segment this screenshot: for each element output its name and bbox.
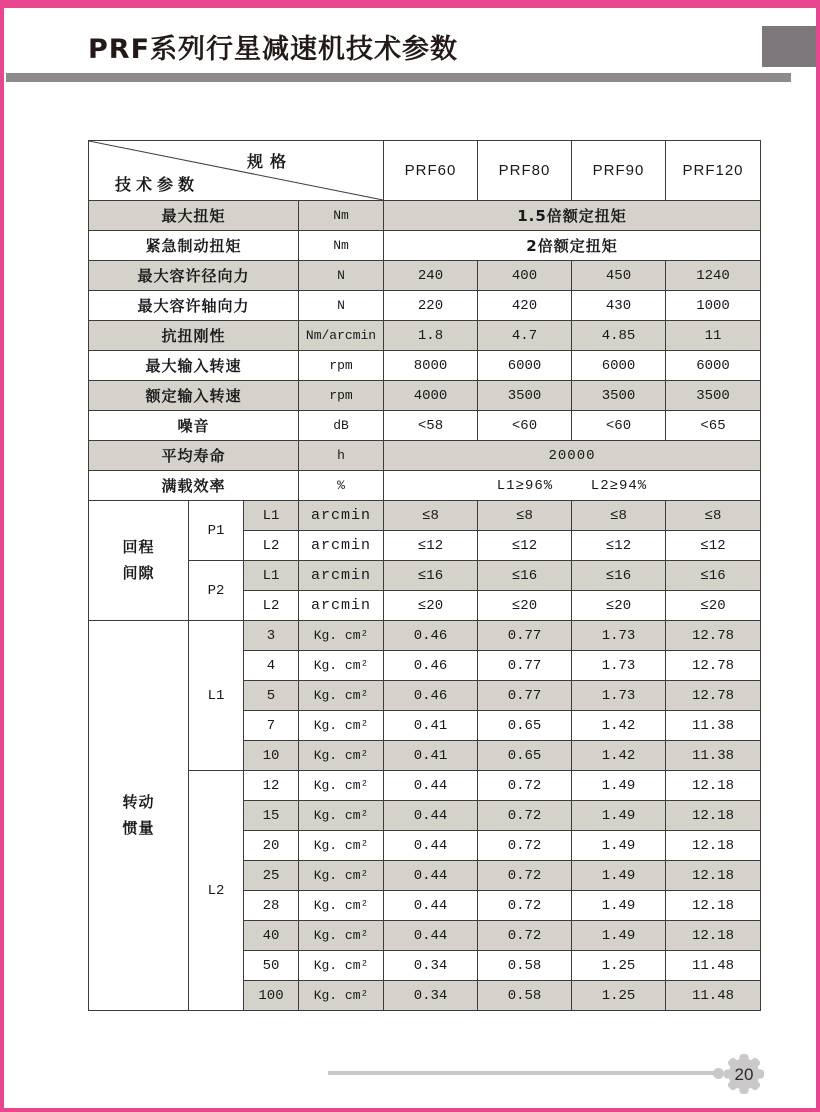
level-cell: L2: [244, 591, 299, 621]
value-cell: <65: [666, 411, 761, 441]
value-cell: ≤16: [384, 561, 478, 591]
value-cell: 1.42: [572, 711, 666, 741]
ratio-cell: 3: [244, 621, 299, 651]
value-cell: ≤16: [666, 561, 761, 591]
inertia-group-l2: L2: [189, 771, 244, 1011]
param-label: 噪音: [89, 411, 299, 441]
ratio-cell: 4: [244, 651, 299, 681]
ratio-cell: 15: [244, 801, 299, 831]
unit-cell: Kg. cm²: [299, 741, 384, 771]
value-cell: 6000: [666, 351, 761, 381]
param-label: 最大输入转速: [89, 351, 299, 381]
value-cell: <60: [572, 411, 666, 441]
value-cell: 0.72: [478, 831, 572, 861]
value-cell: ≤8: [666, 501, 761, 531]
unit-cell: Kg. cm²: [299, 651, 384, 681]
span-value: 1.5倍额定扭矩: [384, 201, 761, 231]
unit-cell: Kg. cm²: [299, 771, 384, 801]
unit-cell: arcmin: [299, 561, 384, 591]
value-cell: 0.44: [384, 921, 478, 951]
unit-cell: rpm: [299, 381, 384, 411]
unit-cell: Kg. cm²: [299, 681, 384, 711]
value-cell: 4000: [384, 381, 478, 411]
value-cell: ≤12: [384, 531, 478, 561]
value-cell: ≤8: [478, 501, 572, 531]
value-cell: 12.18: [666, 861, 761, 891]
unit-cell: arcmin: [299, 501, 384, 531]
value-cell: 0.58: [478, 951, 572, 981]
value-cell: ≤12: [478, 531, 572, 561]
value-cell: 1.49: [572, 801, 666, 831]
value-cell: 4.7: [478, 321, 572, 351]
value-cell: 0.72: [478, 891, 572, 921]
value-cell: <60: [478, 411, 572, 441]
value-cell: ≤16: [478, 561, 572, 591]
value-cell: 1240: [666, 261, 761, 291]
value-cell: ≤16: [572, 561, 666, 591]
value-cell: 3500: [478, 381, 572, 411]
footer-rule-line: [328, 1071, 718, 1075]
column-header-prf80: PRF80: [478, 141, 572, 201]
value-cell: 12.18: [666, 921, 761, 951]
level-cell: L1: [244, 561, 299, 591]
value-cell: 0.72: [478, 921, 572, 951]
value-cell: 11: [666, 321, 761, 351]
value-cell: 4.85: [572, 321, 666, 351]
unit-cell: h: [299, 441, 384, 471]
value-cell: 3500: [666, 381, 761, 411]
value-cell: ≤8: [384, 501, 478, 531]
ratio-cell: 20: [244, 831, 299, 861]
value-cell: 0.44: [384, 831, 478, 861]
value-cell: 0.65: [478, 741, 572, 771]
table-row: [89, 471, 761, 501]
value-cell: 6000: [572, 351, 666, 381]
value-cell: 220: [384, 291, 478, 321]
value-cell: 0.44: [384, 891, 478, 921]
value-cell: 11.48: [666, 981, 761, 1011]
value-cell: 0.44: [384, 861, 478, 891]
table-row: [89, 411, 761, 441]
backlash-section-label: [89, 501, 189, 621]
table-row: [89, 561, 761, 591]
param-label: 最大容许径向力: [89, 261, 299, 291]
spec-table: [88, 140, 761, 1011]
value-cell: 0.34: [384, 951, 478, 981]
table-row: [89, 621, 761, 651]
value-cell: 0.77: [478, 681, 572, 711]
unit-cell: Kg. cm²: [299, 981, 384, 1011]
value-cell: ≤12: [666, 531, 761, 561]
table-row: [89, 321, 761, 351]
param-label: 最大容许轴向力: [89, 291, 299, 321]
unit-cell: arcmin: [299, 591, 384, 621]
ratio-cell: 7: [244, 711, 299, 741]
value-cell: 11.38: [666, 711, 761, 741]
value-cell: 12.18: [666, 801, 761, 831]
page-title: PRF系列行星减速机技术参数: [88, 34, 459, 65]
level-cell: L1: [244, 501, 299, 531]
page-number: 20: [734, 1065, 754, 1084]
value-cell: 0.65: [478, 711, 572, 741]
table-row: [89, 771, 761, 801]
value-cell: 1.25: [572, 981, 666, 1011]
value-cell: 0.41: [384, 711, 478, 741]
value-cell: 1.49: [572, 861, 666, 891]
value-cell: 0.46: [384, 621, 478, 651]
value-cell: 12.18: [666, 891, 761, 921]
column-header-prf120: PRF120: [666, 141, 761, 201]
value-cell: 400: [478, 261, 572, 291]
table-row: [89, 291, 761, 321]
ratio-cell: 40: [244, 921, 299, 951]
table-header-row: [89, 141, 761, 201]
value-cell: 0.41: [384, 741, 478, 771]
corner-label-params: 技术参数: [115, 175, 200, 194]
value-cell: 0.44: [384, 801, 478, 831]
value-cell: ≤20: [478, 591, 572, 621]
backlash-label-text: 回程间隙: [122, 538, 155, 582]
unit-cell: Kg. cm²: [299, 951, 384, 981]
value-cell: 1000: [666, 291, 761, 321]
span-value: L1≥96% L2≥94%: [384, 471, 761, 501]
inertia-section-label: [89, 621, 189, 1011]
param-label: 紧急制动扭矩: [89, 231, 299, 261]
unit-cell: Kg. cm²: [299, 621, 384, 651]
value-cell: 12.78: [666, 651, 761, 681]
inertia-group-l1: L1: [189, 621, 244, 771]
title-underline-bar: [6, 73, 791, 82]
unit-cell: Kg. cm²: [299, 831, 384, 861]
value-cell: 11.38: [666, 741, 761, 771]
value-cell: 6000: [478, 351, 572, 381]
table-row: [89, 501, 761, 531]
unit-cell: Kg. cm²: [299, 801, 384, 831]
value-cell: ≤20: [572, 591, 666, 621]
table-row: [89, 231, 761, 261]
span-value: 2倍额定扭矩: [384, 231, 761, 261]
unit-cell: arcmin: [299, 531, 384, 561]
value-cell: ≤12: [572, 531, 666, 561]
value-cell: ≤8: [572, 501, 666, 531]
value-cell: 1.73: [572, 681, 666, 711]
value-cell: 0.77: [478, 651, 572, 681]
table-row: [89, 261, 761, 291]
unit-cell: Kg. cm²: [299, 921, 384, 951]
value-cell: 1.49: [572, 831, 666, 861]
ratio-cell: 12: [244, 771, 299, 801]
value-cell: 12.78: [666, 681, 761, 711]
value-cell: <58: [384, 411, 478, 441]
param-label: 平均寿命: [89, 441, 299, 471]
value-cell: 1.8: [384, 321, 478, 351]
table-row: [89, 441, 761, 471]
backlash-grade-p1: P1: [189, 501, 244, 561]
ratio-cell: 10: [244, 741, 299, 771]
param-label: 最大扭矩: [89, 201, 299, 231]
unit-cell: Kg. cm²: [299, 891, 384, 921]
gear-page-number-icon: [722, 1052, 766, 1096]
column-header-prf60: PRF60: [384, 141, 478, 201]
value-cell: 0.46: [384, 681, 478, 711]
value-cell: 240: [384, 261, 478, 291]
value-cell: 1.73: [572, 621, 666, 651]
value-cell: 0.72: [478, 801, 572, 831]
value-cell: 1.49: [572, 771, 666, 801]
value-cell: 12.18: [666, 771, 761, 801]
value-cell: ≤20: [666, 591, 761, 621]
value-cell: 11.48: [666, 951, 761, 981]
value-cell: 3500: [572, 381, 666, 411]
value-cell: 8000: [384, 351, 478, 381]
unit-cell: dB: [299, 411, 384, 441]
table-row: [89, 351, 761, 381]
ratio-cell: 28: [244, 891, 299, 921]
backlash-grade-p2: P2: [189, 561, 244, 621]
value-cell: 1.49: [572, 891, 666, 921]
unit-cell: Kg. cm²: [299, 711, 384, 741]
value-cell: 450: [572, 261, 666, 291]
value-cell: 0.72: [478, 771, 572, 801]
corner-label-spec: 规格: [247, 152, 294, 171]
ratio-cell: 50: [244, 951, 299, 981]
value-cell: 0.44: [384, 771, 478, 801]
span-value: 20000: [384, 441, 761, 471]
unit-cell: Nm: [299, 231, 384, 261]
unit-cell: rpm: [299, 351, 384, 381]
value-cell: 0.46: [384, 651, 478, 681]
value-cell: 0.58: [478, 981, 572, 1011]
value-cell: 0.34: [384, 981, 478, 1011]
value-cell: 0.72: [478, 861, 572, 891]
column-header-prf90: PRF90: [572, 141, 666, 201]
unit-cell: Nm: [299, 201, 384, 231]
value-cell: 0.77: [478, 621, 572, 651]
param-label: 抗扭刚性: [89, 321, 299, 351]
table-row: [89, 381, 761, 411]
param-label: 额定输入转速: [89, 381, 299, 411]
value-cell: ≤20: [384, 591, 478, 621]
unit-cell: N: [299, 261, 384, 291]
unit-cell: N: [299, 291, 384, 321]
ratio-cell: 5: [244, 681, 299, 711]
level-cell: L2: [244, 531, 299, 561]
value-cell: 12.78: [666, 621, 761, 651]
table-corner-cell: [89, 141, 384, 201]
value-cell: 420: [478, 291, 572, 321]
table-row: [89, 201, 761, 231]
value-cell: 1.42: [572, 741, 666, 771]
value-cell: 1.73: [572, 651, 666, 681]
unit-cell: Nm/arcmin: [299, 321, 384, 351]
unit-cell: %: [299, 471, 384, 501]
ratio-cell: 25: [244, 861, 299, 891]
param-label: 满载效率: [89, 471, 299, 501]
value-cell: 12.18: [666, 831, 761, 861]
value-cell: 1.49: [572, 921, 666, 951]
value-cell: 430: [572, 291, 666, 321]
corner-decoration-block: [762, 26, 816, 67]
inertia-label-text: 转动惯量: [122, 793, 155, 837]
value-cell: 1.25: [572, 951, 666, 981]
unit-cell: Kg. cm²: [299, 861, 384, 891]
ratio-cell: 100: [244, 981, 299, 1011]
